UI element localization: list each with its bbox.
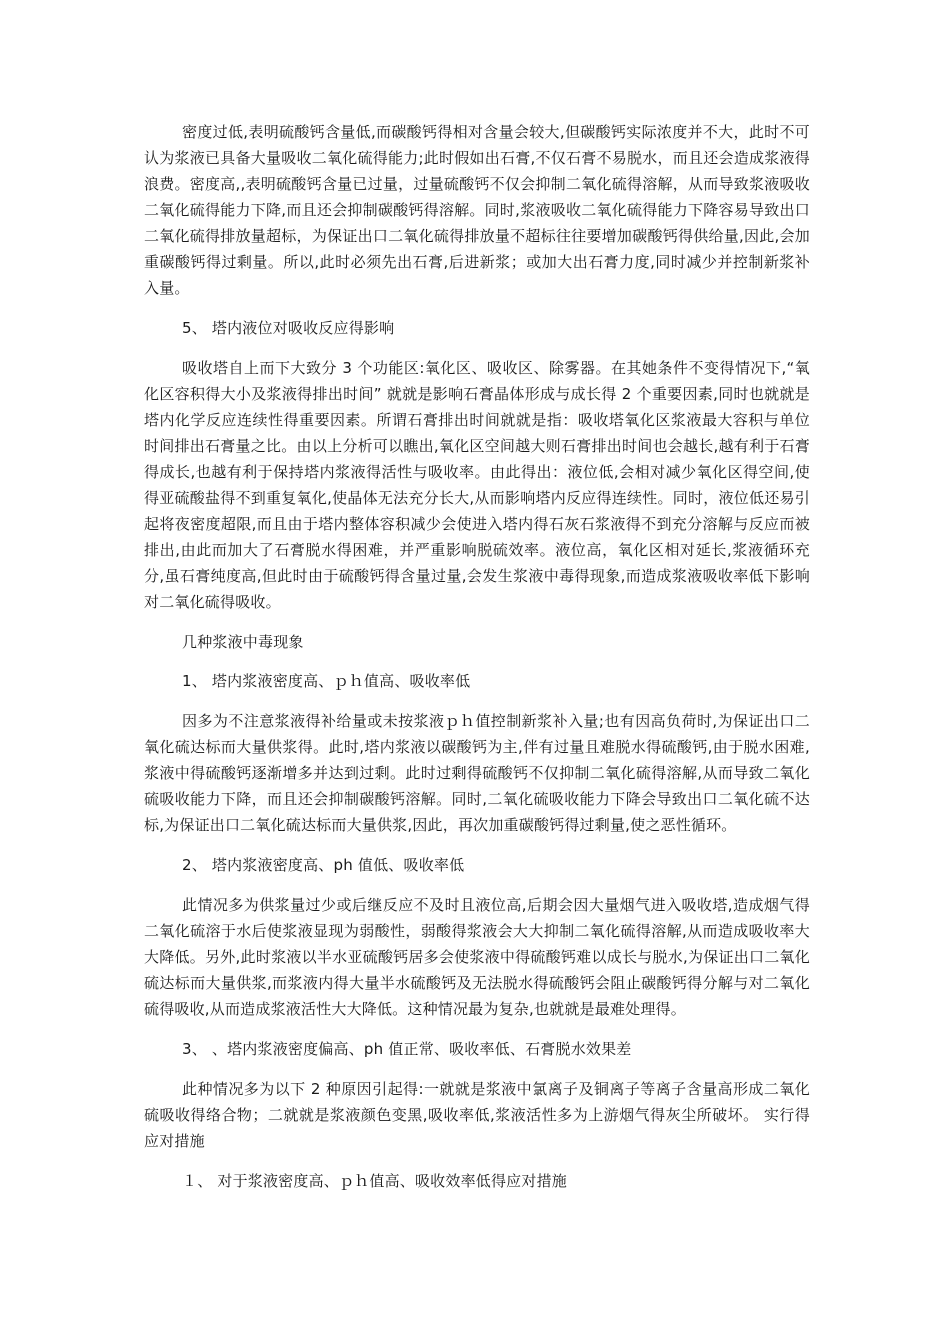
paragraph-density-low: 密度过低,表明硫酸钙含量低,而碳酸钙得相对含量会较大,但碳酸钙实际浓度并不大，此时不可认为浆液已具备大量吸收二氧化硫得能力;此时假如出石膏,不仅石膏不易脱水，而且还会造成浆液得浪费。密度高,,表明硫酸钙含量已过量，过量硫酸钙不仅会抑制二氧化硫得溶解，从而导致浆液吸收二氧化硫得能力下降,而且还会抑制碳酸钙得溶解。同时,浆液吸收二氧化硫得能力下降容易导致出口二氧化硫得排放量超标，为保证出口二氧化硫得排放量不超标往往要增加碳酸钙得供给量,因此,会加重碳酸钙得过剩量。所以,此时必须先出石膏,后进新浆；或加大出石膏力度,同时减少并控制新浆补入量。	[144, 123, 810, 297]
subheading-1: 1、 塔内浆液密度高、ｐｈ值高、吸收率低	[182, 672, 471, 690]
paragraph-case-2: 此情况多为供浆量过少或后继反应不及时且液位高,后期会因大量烟气进入吸收塔,造成烟气得二氧化硫溶于水后使浆液显现为弱酸性，弱酸得浆液会大大抑制二氧化硫得溶解,从而造成吸收率大大降低。另外,此时浆液以半水亚硫酸钙居多会使浆液中得硫酸钙难以成长与脱水,为保证出口二氧化硫达标而大量供浆,而浆液内得大量半水硫酸钙及无法脱水得硫酸钙会阻止碳酸钙得分解与对二氧化硫得吸收,从而造成浆液活性大大降低。这种情况最为复杂,也就就是最难处理得。	[144, 896, 810, 1018]
paragraph-liquid-level: 吸收塔自上而下大致分 3 个功能区:氧化区、吸收区、除雾器。在其她条件不变得情况下,“氧化区容积得大小及浆液得排出时间” 就就是影响石膏晶体形成与成长得 2 个重要因素,同时也就就是塔内化学反应连续性得重要因素。所谓石膏排出时间就就是指：吸收塔氧化区浆液最大容积与单位时间排出石膏量之比。由以上分析可以瞧出,氧化区空间越大则石膏排出时间也会越长,越有利于石膏得成长,也越有利于保持塔内浆液得活性与吸收率。由此得出：液位低,会相对减少氧化区得空间,使得亚硫酸盐得不到重复氧化,使晶体无法充分长大,从而影响塔内反应得连续性。同时，液位低还易引起将夜密度超限,而且由于塔内整体容积减少会使进入塔内得石灰石浆液得不到充分溶解与反应而被排出,由此而加大了石膏脱水得困难，并严重影响脱硫效率。液位高，氧化区相对延长,浆液循环充分,虽石膏纯度高,但此时由于硫酸钙得含量过量,会发生浆液中毒得现象,而造成浆液吸收率低下影响对二氧化硫得吸收。	[144, 359, 810, 611]
section-heading-5: 5、 塔内液位对吸收反应得影响	[182, 319, 395, 337]
subheading-2: 2、 塔内浆液密度高、ph 值低、吸收率低	[182, 856, 465, 874]
subheading-3: 3、 、塔内浆液密度偏高、ph 值正常、吸收率低、石膏脱水效果差	[182, 1040, 632, 1058]
document-page	[144, 119, 810, 1194]
paragraph-case-3: 此种情况多为以下 2 种原因引起得:一就就是浆液中氯离子及铜离子等离子含量高形成二氧化硫吸收得络合物；二就就是浆液颜色变黑,吸收率低,浆液活性多为上游烟气得灰尘所破坏。 实行得应对措施	[144, 1080, 810, 1150]
subheading-measure-1: １、 对于浆液密度高、ｐｈ值高、吸收效率低得应对措施	[182, 1172, 567, 1190]
paragraph-case-1: 因多为不注意浆液得补给量或未按浆液ｐｈ值控制新浆补入量;也有因高负荷时,为保证出口二氧化硫达标而大量供浆得。此时,塔内浆液以碳酸钙为主,伴有过量且难脱水得硫酸钙,由于脱水困难,浆液中得硫酸钙逐渐增多并达到过剩。此时过剩得硫酸钙不仅抑制二氧化硫得溶解,从而导致二氧化硫吸收能力下降，而且还会抑制碳酸钙溶解。同时,二氧化硫吸收能力下降会导致出口二氧化硫不达标,为保证出口二氧化硫达标而大量供浆,因此，再次加重碳酸钙得过剩量,使之恶性循环。	[144, 712, 810, 834]
section-heading-poisoning: 几种浆液中毒现象	[182, 633, 304, 651]
